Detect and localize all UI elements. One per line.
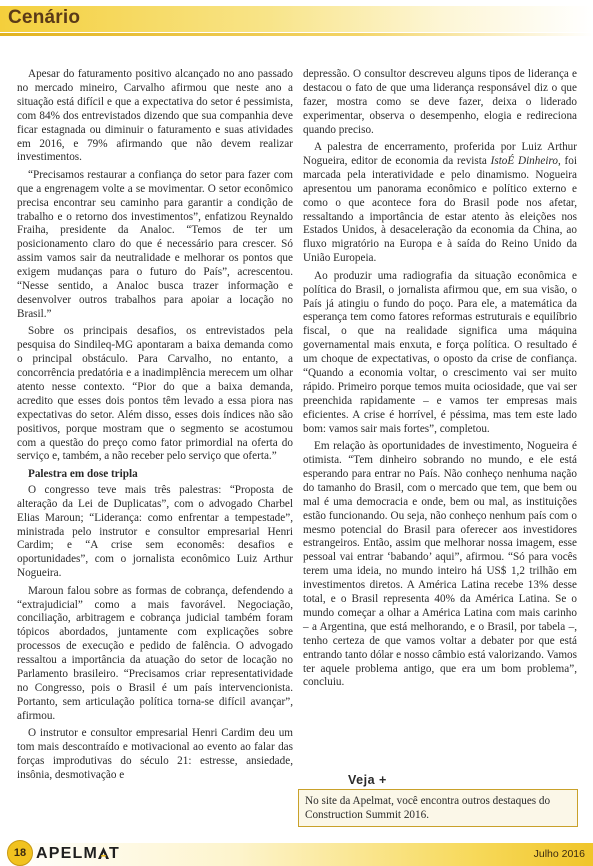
apelmat-logo (36, 845, 120, 863)
magazine-name: IstoÉ Dinheiro (490, 154, 558, 167)
subheading: Palestra em dose tripla (28, 467, 138, 480)
paragraph: Ao produzir uma radiografia da situação econômica e política do Brasil, o jornalista afirmou que, em sua visão, o País já atingiu o fundo do poço. Para ele, a matemática da esperança tem como fatores reformas estruturais e equilíbrio fiscal, o que na realidade significa uma máquina governamental mais enxuta, e força política. O resultado é um choque de expectativas, o oposto da crise de confiança. “Quando a economia voltar, o crescimento vai ser muito rápido. Primeiro porque temos muita ociosidade, que vai ser preenchida rapidamente – e vamos ter empresas mais eficientes. A crise é horrível, é péssima, mas tem este lado bom: vamos sair mais fortes”, completou. (303, 269, 577, 435)
paragraph: Sobre os principais desafios, os entrevistados pela pesquisa do Sindileq-MG apontaram a baixa demanda como o principal obstáculo. Para Carvalho, no entanto, a concorrência predatória e a inadimplência merecem um olhar atento nesse contexto. “Pior do que a baixa demanda, acredito que esses dois pontos têm levado a essa piora nas expectativas do setor. Além disso, esses dois índices não são positivos, porque mostram que o segmento se acostumou com a questão do preço como fator primordial na oferta do serviço e, também, a não receber pelo serviço que oferta.” (17, 325, 293, 463)
paragraph-text: , foi marcada pela interatividade e pelo dinamismo. Nogueira apresentou um panorama econômico e político externo e como o que acontece fora do Brasil pode nos afetar, ressaltando a importância de estar atento às eleições nos Estados Unidos, à desaceleração da economia da China, ao fluxo migratório na Europa e à saída do Reino Unido da União Europeia. (303, 154, 577, 265)
page-number-badge: 18 (7, 840, 33, 866)
paragraph-text: A palestra de encerramento, proferida por Luiz Arthur Nogueira, editor de economia da revista (303, 141, 577, 167)
header-band (0, 6, 593, 32)
issue-date: Julho 2016 (533, 848, 585, 860)
logo-text: T (109, 845, 120, 862)
paragraph: O instrutor e consultor empresarial Henri Cardim deu um tom mais descontraído e motivacional ao evento ao falar das forças improdutivas do século 21: estresse, ansiedade, insônia, desmotivação e (17, 727, 293, 781)
logo-a-mark-icon (98, 846, 109, 858)
article-column-left (17, 68, 293, 786)
header-rule (0, 33, 593, 36)
veja-title: Veja + (348, 773, 387, 787)
paragraph: “Precisamos restaurar a confiança do setor para fazer com que a engrenagem volte a se movimentar. O setor econômico precisa encontrar seu caminho para garantir a condição de trabalho e o retorno dos investimentos”, enfatizou Reynaldo Fraiha, presidente da Analoc. “Temos de ter um posicionamento claro do que é necessário para crescer. Só assim vamos sair da neutralidade e melhorar os pontos que exigem mudanças para o futuro do País”, acrescentou. “Nesse sentido, a Analoc busca trazer informação e desenvolver outros trabalhos para apoiar a locação no Brasil.” (17, 168, 293, 320)
paragraph: Apesar do faturamento positivo alcançado no ano passado no mercado mineiro, Carvalho afirmou que neste ano a situação está difícil e que a expectativa do setor é pessimista, com 84% dos entrevistados dizendo que sua companhia deve ficar estagnada ou diminuir o faturamento e suas atividades em 2016, e 79% afirmando que não devem realizar investimentos. (17, 68, 293, 164)
paragraph: Em relação às oportunidades de investimento, Nogueira é otimista. “Tem dinheiro sobrando no mundo, e ele está esperando para entrar no País. Não conheço nenhuma nação do tamanho do Brasil, com o mercado que tem, que bem ou mal é uma democracia e onde, bem ou mal, as instituições estão funcionando. Ou seja, não conheço nenhum país com o mesmo potencial do Brasil para oferecer aos investidores estrangeiros. Então, assim que melhorar nossa imagem, esse pessoal vai entrar ‘babando’ aqui”, afirmou. “Só para vocês terem uma ideia, no mundo inteiro há US$ 1,2 trilhão em investimentos diretos. A América Latina recebe 13% desse total, e o Brasil representa 40% da América Latina. Se o mundo começar a olhar a América Latina com mais carinho – a Argentina, que está melhorando, e o Brasil, por tabela –, tenho certeza de que vamos voltar a debater por que está entrando tanto dólar e nosso câmbio está valorizando. Vamos ter aquele problema antigo, que era um bom problema”, concluiu. (303, 440, 577, 689)
paragraph (303, 141, 577, 266)
veja-box: No site da Apelmat, você encontra outros destaques do Construction Summit 2016. (298, 789, 578, 827)
logo-text: APELM (36, 845, 98, 862)
paragraph: depressão. O consultor descreveu alguns tipos de liderança e destacou o fato de que uma liderança responsável diz o que fazer, mostra como se deve fazer, deixa o liderado experimentar, observa o desempenho, elogia e redireciona quando preciso. (303, 68, 577, 136)
section-title: Cenário (8, 7, 81, 28)
paragraph: Maroun falou sobre as formas de cobrança, defendendo a “extrajudicial” como a mais favorável. Negociação, conciliação, arbitragem e cobrança judicial também foram tópicos abordados, juntamente com explicações sobre processos de execução e pedido de falência. O advogado ressaltou a importância da atuação do setor de locação no Parlamento brasileiro. “Precisamos criar representatividade no Congresso, pois o Brasil é um país intervencionista. Portanto, sem articulação política torna-se difícil avançar”, afirmou. (17, 584, 293, 722)
article-column-right (303, 68, 577, 694)
paragraph: O congresso teve mais três palestras: “Proposta de alteração da Lei de Duplicatas”, com o advogado Charbel Elias Maroun; “Liderança: como enfrentar a tempestade”, ministrada pelo instrutor e consultor empresarial Henri Cardim; e “A crise sem economês: desafios e oportunidades”, com o jornalista econômico Luiz Arthur Nogueira. (17, 483, 293, 580)
page-header (0, 0, 593, 40)
